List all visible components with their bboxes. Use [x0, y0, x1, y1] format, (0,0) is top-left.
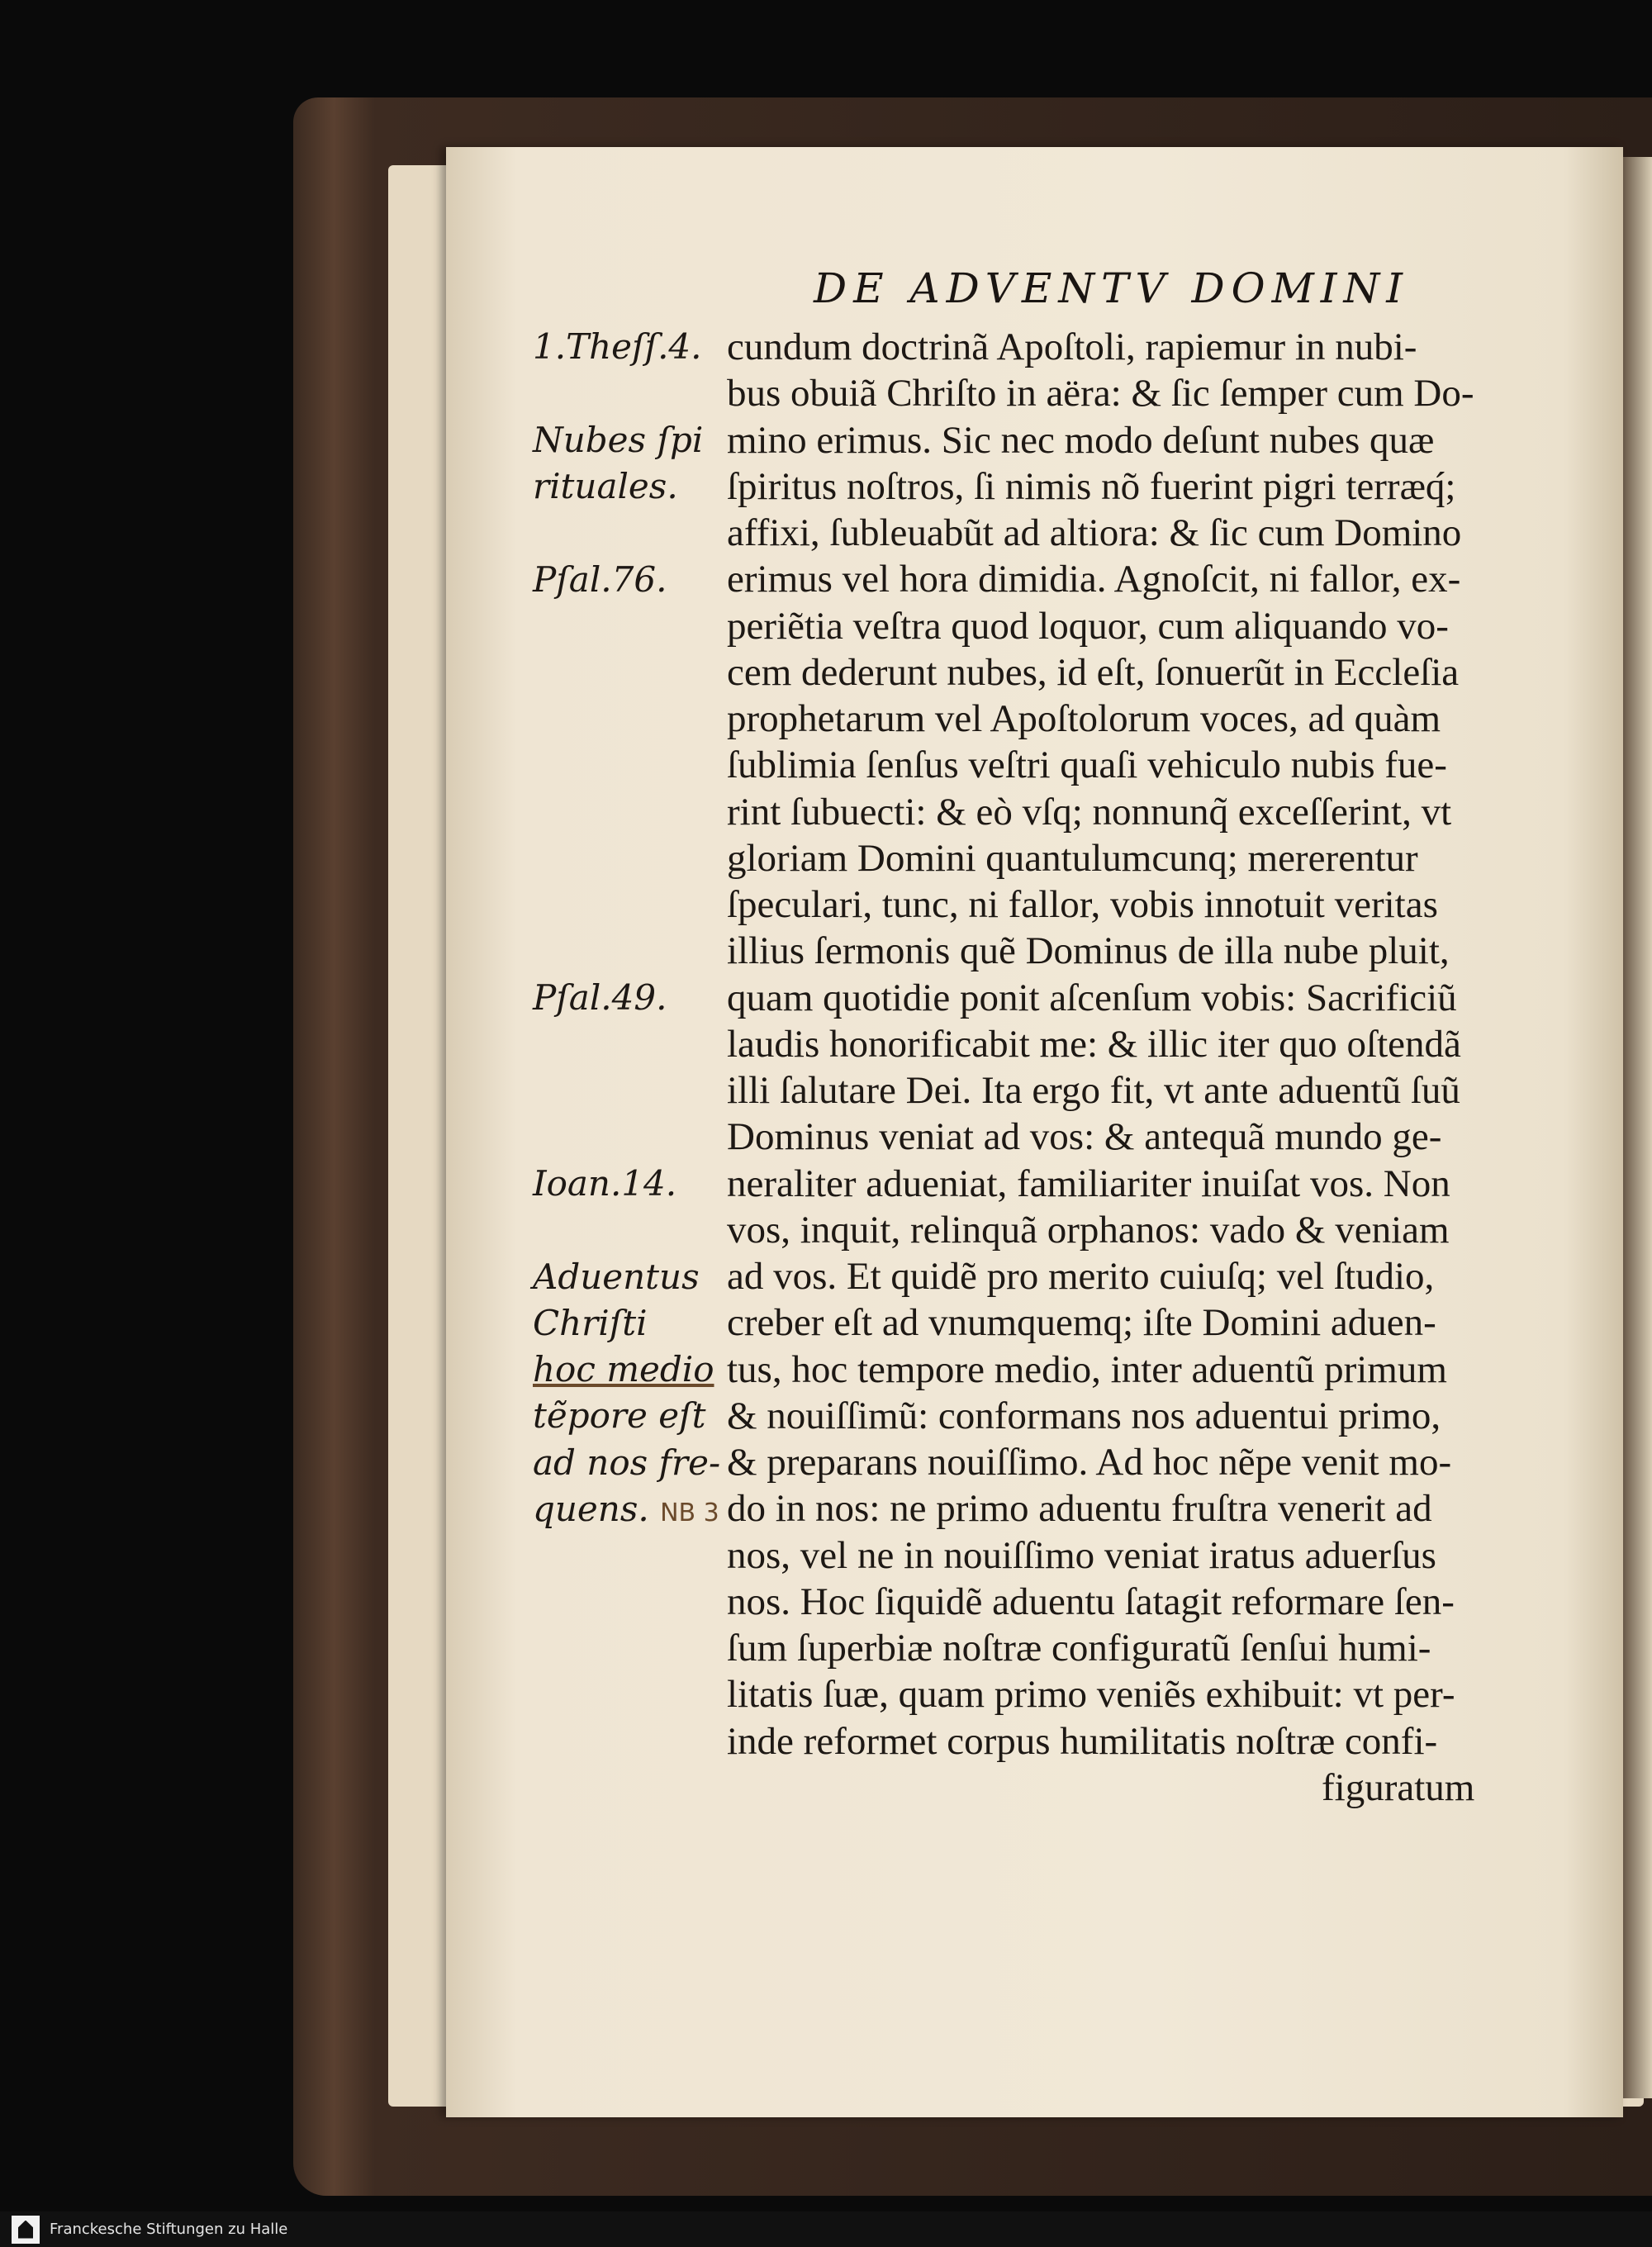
- text-line: affixi, ſubleuabũt ad altiora: & ſic cum Domino: [727, 511, 1462, 554]
- text-line: cem dederunt nubes, id eſt, ſonuerũt in Eccleſia: [727, 650, 1460, 694]
- text-line: ſpiritus noſtros, ſi nimis nõ fuerint pigri terræq́;: [727, 464, 1456, 508]
- margin-note-aduentus-1: Aduentus: [533, 1257, 700, 1297]
- text-line: creber eſt ad vnumquemq; iſte Domini aduen-: [727, 1301, 1436, 1345]
- margin-note-thess: 1.Theſſ.4.: [533, 326, 702, 367]
- margin-note-ioan14: Ioan.14.: [533, 1163, 677, 1204]
- text-line: cundum doctrinã Apoſtoli, rapiemur in nubi-: [727, 325, 1417, 368]
- text-line: do in nos: ne primo aduentu fruſtra venerit ad: [727, 1487, 1432, 1531]
- footer-credit: Franckesche Stiftungen zu Halle: [50, 2221, 288, 2238]
- text-line: ſpeculari, tunc, ni fallor, vobis innotuit veritas: [727, 883, 1438, 926]
- text-line: periẽtia veſtra quod loquor, cum aliquando vo-: [727, 604, 1449, 648]
- margin-note-aduentus-2: Chriſti: [533, 1303, 648, 1343]
- text-line: illi ſalutare Dei. Ita ergo fit, vt ante aduentũ ſuũ: [727, 1069, 1460, 1112]
- margin-note-psal49: Pſal.49.: [533, 977, 667, 1018]
- body-text: [727, 324, 1553, 1765]
- text-line: neraliter adueniat, familiariter inuiſat vos. Non: [727, 1162, 1450, 1205]
- catchword: figuratum: [1322, 1766, 1475, 1809]
- running-head: DE ADVENTV DOMINI: [814, 264, 1410, 312]
- text-line: quam quotidie ponit aſcenſum vobis: Sacrificiũ: [727, 976, 1457, 1019]
- text-line: & nouiſſimũ: conformans nos aduentui primo,: [727, 1394, 1441, 1437]
- margin-note-aduentus-6: [533, 1486, 719, 1537]
- margin-note-aduentus-5: ad nos fre-: [533, 1442, 721, 1483]
- text-line: bus obuiã Chriſto in aëra: & ſic ſemper cum Do-: [727, 372, 1474, 416]
- text-line: nos. Hoc ſiquidẽ aduentu ſatagit reformare ſen-: [727, 1580, 1455, 1623]
- margin-note-nubes-2: rituales.: [533, 466, 678, 506]
- text-line: nos, vel ne in nouiſſimo veniat iratus aduerſus: [727, 1533, 1436, 1577]
- text-line: prophetarum vel Apoſtolorum voces, ad quàm: [727, 697, 1441, 740]
- margin-note-psal76: Pſal.76.: [533, 559, 667, 600]
- text-line: illius ſermonis quẽ Dominus de illa nube pluit,: [727, 929, 1450, 973]
- footer-bar: [0, 2211, 1652, 2247]
- text-line: litatis ſuæ, quam primo veniẽs exhibuit: vt per-: [727, 1673, 1455, 1717]
- text-line: tus, hoc tempore medio, inter aduentũ primum: [727, 1347, 1447, 1391]
- text-line: gloriam Domini quantulumcunq; mererentur: [727, 836, 1418, 880]
- institution-logo-icon: [12, 2216, 40, 2244]
- margin-note-aduentus-4: tẽpore eſt: [533, 1395, 706, 1436]
- text-line: ſum ſuperbiæ noſtræ configuratũ ſenſui humi-: [727, 1627, 1431, 1670]
- handwritten-annotation: NB 3: [660, 1499, 719, 1527]
- text-line: ſublimia ſenſus veſtri quaſi vehiculo nubis fue-: [727, 743, 1447, 787]
- text-line: laudis honorificabit me: & illic iter quo oſtendã: [727, 1022, 1461, 1066]
- text-line: & preparans nouiſſimo. Ad hoc nẽpe venit mo-: [727, 1441, 1452, 1484]
- text-line: inde reformet corpus humilitatis noſtræ confi-: [727, 1719, 1438, 1763]
- text-line: Dominus veniat ad vos: & antequã mundo ge-: [727, 1115, 1442, 1159]
- text-line: vos, inquit, relinquã orphanos: vado & veniam: [727, 1208, 1450, 1252]
- facing-page-edge: [1619, 157, 1652, 2098]
- margin-note-nubes-1: Nubes ſpi: [533, 420, 704, 460]
- text-line: ad vos. Et quidẽ pro merito cuiuſq; vel ſtudio,: [727, 1255, 1435, 1298]
- margin-note-aduentus-3: hoc medio: [533, 1349, 714, 1390]
- text-line: erimus vel hora dimidia. Agnoſcit, ni fallor, ex-: [727, 558, 1461, 601]
- margin-note-aduentus-6-text: quens.: [533, 1489, 649, 1529]
- text-line: mino erimus. Sic nec modo deſunt nubes quæ: [727, 418, 1435, 462]
- text-line: rint ſubuecti: & eò vſq; nonnunq̃ exceſſerint, vt: [727, 790, 1452, 834]
